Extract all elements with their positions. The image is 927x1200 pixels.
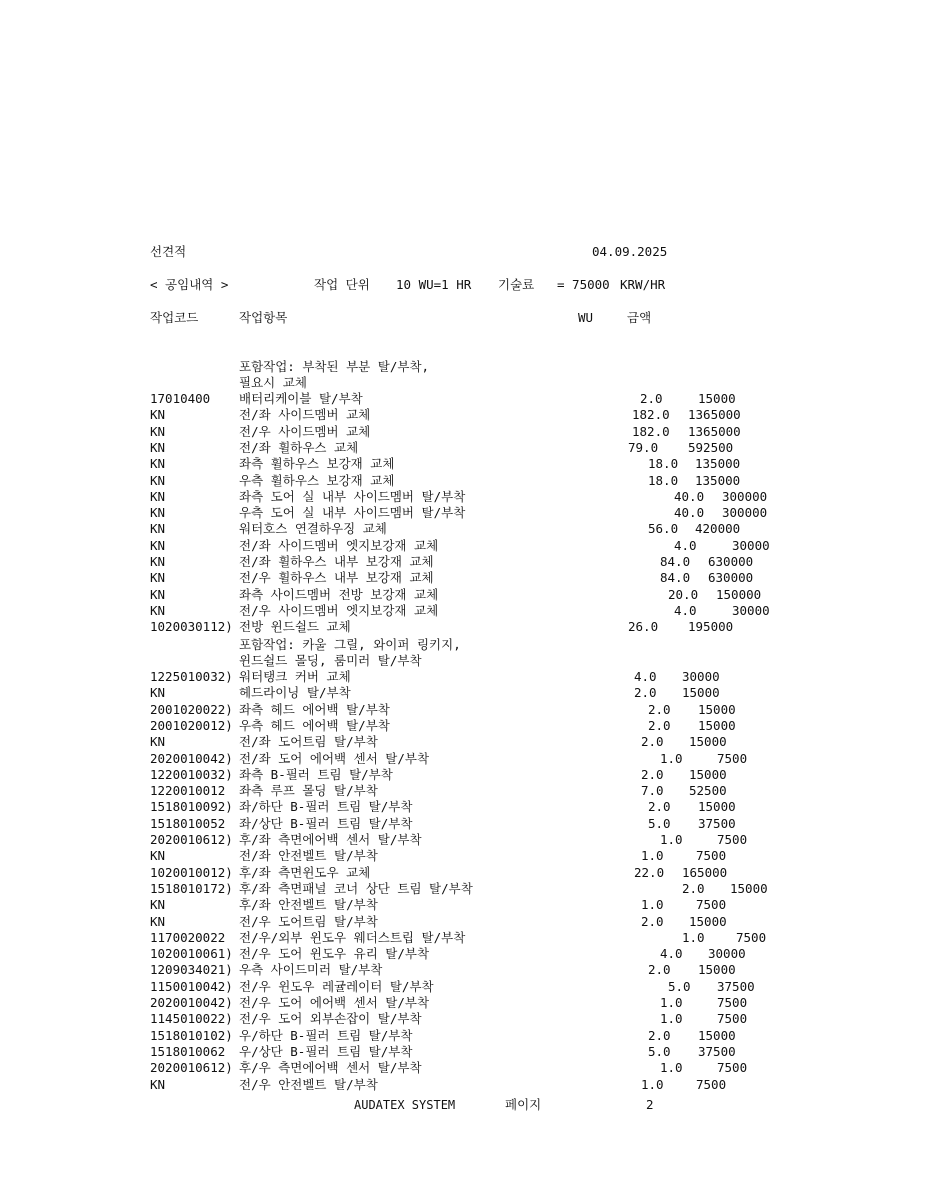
row-amount-value: 52500 [689, 783, 727, 799]
row-work-item: 좌측 사이드멤버 전방 보강재 교체 [239, 586, 439, 602]
row-work-item: 후/좌 측면패널 코너 상단 트림 탈/부착 [239, 880, 473, 896]
row-work-item: 배터리케이블 탈/부착 [239, 391, 363, 406]
row-amount-value: 15000 [698, 391, 736, 406]
row-work-item: 전/우 도어 에어백 센서 탈/부착 [239, 995, 430, 1010]
row-work-item: 좌측 루프 몰딩 탈/부착 [239, 783, 378, 799]
row-work-item: 전/우 안전벨트 탈/부착 [239, 1076, 378, 1092]
column-header-amount: 금액 [627, 310, 652, 325]
row-wu-value: 1.0 [660, 995, 683, 1010]
row-work-code: KN [150, 554, 166, 569]
row-amount-value: 15000 [689, 913, 727, 929]
row-work-code: 1150010042) [150, 978, 233, 994]
footer-page-number: 2 [646, 1097, 654, 1112]
row-amount-value: 630000 [708, 570, 754, 586]
row-work-item: 전/우 윈도우 레귤레이터 탈/부착 [239, 978, 434, 994]
row-work-item: 전/좌 사이드멤버 교체 [239, 407, 371, 423]
row-amount-value: 630000 [708, 554, 754, 569]
row-work-code: 1170020022 [150, 929, 226, 945]
row-work-code: KN [150, 685, 166, 701]
row-work-item: 전/우/외부 윈도우 웨더스트립 탈/부착 [239, 929, 466, 945]
row-amount-value: 165000 [682, 864, 728, 880]
row-work-item: 전/좌 도어트림 탈/부착 [239, 734, 378, 750]
row-wu-value: 2.0 [648, 1027, 671, 1043]
row-wu-value: 1.0 [660, 832, 683, 847]
row-wu-value: 26.0 [628, 619, 659, 635]
row-amount-value: 30000 [732, 602, 770, 618]
row-work-item: 전/좌 휠하우스 교체 [239, 439, 359, 455]
row-work-item: 후/좌 안전벨트 탈/부착 [239, 897, 378, 913]
row-amount-value: 7500 [717, 1011, 748, 1027]
row-work-code: 2020010042) [150, 750, 233, 766]
document-date: 04.09.2025 [592, 244, 668, 259]
row-work-code: 1518010172) [150, 880, 233, 896]
row-wu-value: 56.0 [648, 521, 679, 537]
row-work-item: 전/좌 도어 에어백 센서 탈/부착 [239, 750, 430, 766]
row-work-item: 후/좌 측면윈도우 교체 [239, 864, 371, 880]
row-work-item: 우측 헤드 에어백 탈/부착 [239, 717, 390, 733]
row-work-item: 우측 휠하우스 보강재 교체 [239, 472, 395, 488]
row-work-item: 전방 윈드쉴드 교체 [239, 619, 351, 635]
row-work-code: 1518010092) [150, 799, 233, 815]
row-work-code: 2020010612) [150, 1060, 233, 1076]
row-wu-value: 84.0 [660, 570, 691, 586]
row-amount-value: 15000 [698, 1027, 736, 1043]
row-work-item: 전/우 사이드멤버 교체 [239, 423, 371, 439]
row-work-code: KN [150, 734, 166, 750]
row-amount-value: 15000 [682, 685, 720, 701]
row-work-code: 1220010012 [150, 783, 226, 799]
row-amount-value: 150000 [716, 586, 762, 602]
row-wu-value: 1.0 [660, 1060, 683, 1076]
row-amount-value: 420000 [695, 521, 741, 537]
row-wu-value: 7.0 [641, 783, 664, 799]
row-wu-value: 18.0 [648, 472, 679, 488]
row-amount-value: 15000 [698, 717, 736, 733]
document-title: 선견적 [150, 244, 187, 259]
row-work-item: 전/우 도어 윈도우 유리 탈/부착 [239, 946, 430, 962]
row-amount-value: 1365000 [688, 423, 741, 439]
row-wu-value: 2.0 [641, 913, 664, 929]
row-wu-value: 5.0 [668, 978, 691, 994]
row-work-item: 좌/하단 B-필러 트림 탈/부착 [239, 799, 413, 815]
row-work-item: 전/우 도어트림 탈/부착 [239, 913, 378, 929]
row-wu-value: 1.0 [641, 897, 664, 913]
row-work-code: 1518010102) [150, 1027, 233, 1043]
row-work-code: KN [150, 488, 166, 504]
row-amount-value: 15000 [689, 734, 727, 750]
row-work-item: 좌측 헤드 에어백 탈/부착 [239, 701, 390, 717]
included-work-note: 윈드쉴드 몰딩, 룸미러 탈/부착 [239, 653, 422, 668]
row-amount-value: 300000 [722, 505, 768, 521]
row-work-code: KN [150, 570, 166, 586]
row-work-code: KN [150, 505, 166, 521]
row-amount-value: 15000 [689, 766, 727, 782]
included-work-note: 필요시 교체 [239, 375, 307, 390]
row-wu-value: 1.0 [641, 1076, 664, 1092]
row-work-code: 1518010052 [150, 815, 226, 831]
row-work-item: 헤드라이닝 탈/부착 [239, 685, 351, 701]
row-work-code: 1020030112) [150, 619, 233, 635]
row-amount-value: 300000 [722, 488, 768, 504]
footer-page-label: 페이지 [505, 1097, 542, 1112]
row-work-code: KN [150, 423, 166, 439]
row-work-item: 워터탱크 커버 교체 [239, 669, 351, 684]
row-wu-value: 2.0 [648, 962, 671, 978]
row-wu-value: 2.0 [648, 701, 671, 717]
row-amount-value: 15000 [730, 880, 768, 896]
row-amount-value: 195000 [688, 619, 734, 635]
row-work-item: 전/좌 휠하우스 내부 보강재 교체 [239, 554, 434, 569]
row-wu-value: 40.0 [674, 505, 705, 521]
row-work-item: 우/하단 B-필러 트림 탈/부착 [239, 1027, 413, 1043]
row-work-item: 전/좌 사이드멤버 엣지보강재 교체 [239, 537, 439, 553]
row-wu-value: 22.0 [634, 864, 665, 880]
row-work-code: 1020010012) [150, 864, 233, 880]
column-header-code: 작업코드 [150, 310, 199, 325]
row-work-item: 전/우 도어 외부손잡이 탈/부착 [239, 1011, 422, 1027]
row-amount-value: 30000 [708, 946, 746, 962]
row-amount-value: 7500 [717, 995, 748, 1010]
row-wu-value: 2.0 [640, 391, 663, 406]
row-wu-value: 2.0 [682, 880, 705, 896]
work-unit-value: 10 WU=1 HR [396, 277, 472, 292]
row-wu-value: 84.0 [660, 554, 691, 569]
included-work-note: 포함작업: 부착된 부분 탈/부착, [239, 359, 430, 374]
row-amount-value: 37500 [698, 815, 736, 831]
row-amount-value: 7500 [696, 897, 727, 913]
row-work-code: 1225010032) [150, 669, 233, 684]
row-amount-value: 15000 [698, 799, 736, 815]
row-wu-value: 79.0 [628, 439, 659, 455]
column-header-wu: WU [578, 310, 594, 325]
labor-rate-value: = 75000 [557, 277, 610, 292]
row-work-code: KN [150, 472, 166, 488]
row-work-code: 1209034021) [150, 962, 233, 978]
row-amount-value: 15000 [698, 701, 736, 717]
row-work-code: 2020010042) [150, 995, 233, 1010]
row-wu-value: 2.0 [648, 717, 671, 733]
row-amount-value: 135000 [695, 456, 741, 472]
row-wu-value: 2.0 [641, 766, 664, 782]
row-work-code: KN [150, 521, 166, 537]
row-work-code: KN [150, 537, 166, 553]
included-work-note: 포함작업: 카울 그릴, 와이퍼 링키지, [239, 637, 461, 652]
row-work-code: 1020010061) [150, 946, 233, 962]
row-work-code: 1220010032) [150, 766, 233, 782]
row-work-item: 좌/상단 B-필러 트림 탈/부착 [239, 815, 413, 831]
row-amount-value: 7500 [717, 1060, 748, 1076]
row-work-item: 워터호스 연결하우징 교체 [239, 521, 387, 537]
row-amount-value: 7500 [736, 929, 767, 945]
row-work-code: 2001020022) [150, 701, 233, 717]
row-work-code: KN [150, 602, 166, 618]
row-work-code: 2001020012) [150, 717, 233, 733]
row-wu-value: 4.0 [674, 602, 697, 618]
row-work-item: 우측 도어 실 내부 사이드멤버 탈/부착 [239, 505, 466, 521]
row-wu-value: 2.0 [634, 685, 657, 701]
row-work-code: 17010400 [150, 391, 211, 406]
row-wu-value: 1.0 [682, 929, 705, 945]
row-work-code: KN [150, 586, 166, 602]
row-wu-value: 2.0 [648, 799, 671, 815]
row-wu-value: 1.0 [641, 848, 664, 864]
row-wu-value: 2.0 [641, 734, 664, 750]
row-wu-value: 18.0 [648, 456, 679, 472]
row-wu-value: 1.0 [660, 1011, 683, 1027]
row-work-code: KN [150, 407, 166, 423]
row-amount-value: 30000 [732, 537, 770, 553]
row-amount-value: 15000 [698, 962, 736, 978]
row-work-item: 우/상단 B-필러 트림 탈/부착 [239, 1043, 413, 1059]
row-work-item: 후/우 측면에어백 센서 탈/부착 [239, 1060, 422, 1076]
row-amount-value: 7500 [717, 832, 748, 847]
row-work-item: 후/좌 측면에어백 센서 탈/부착 [239, 832, 422, 847]
row-wu-value: 182.0 [632, 407, 670, 423]
row-work-item: 좌측 B-필러 트림 탈/부착 [239, 766, 393, 782]
row-amount-value: 7500 [696, 848, 727, 864]
row-work-code: KN [150, 439, 166, 455]
row-work-code: KN [150, 897, 166, 913]
row-work-code: KN [150, 848, 166, 864]
row-work-code: KN [150, 1076, 166, 1092]
row-wu-value: 4.0 [660, 946, 683, 962]
labor-rate-label: 기술료 [498, 277, 535, 292]
row-wu-value: 5.0 [648, 815, 671, 831]
row-wu-value: 5.0 [648, 1043, 671, 1059]
row-wu-value: 40.0 [674, 488, 705, 504]
row-wu-value: 1.0 [660, 750, 683, 766]
row-work-item: 전/우 휠하우스 내부 보강재 교체 [239, 570, 434, 586]
section-label: < 공임내역 > [150, 277, 229, 292]
row-wu-value: 20.0 [668, 586, 699, 602]
row-work-item: 우측 사이드미러 탈/부착 [239, 962, 383, 978]
row-amount-value: 7500 [696, 1076, 727, 1092]
row-work-code: 1145010022) [150, 1011, 233, 1027]
row-amount-value: 30000 [682, 669, 720, 684]
column-header-item: 작업항목 [239, 310, 288, 325]
row-work-code: KN [150, 913, 166, 929]
row-work-code: 2020010612) [150, 832, 233, 847]
row-work-item: 좌측 휠하우스 보강재 교체 [239, 456, 395, 472]
row-amount-value: 7500 [717, 750, 748, 766]
row-work-item: 좌측 도어 실 내부 사이드멤버 탈/부착 [239, 488, 466, 504]
row-wu-value: 4.0 [674, 537, 697, 553]
row-work-item: 전/좌 안전벨트 탈/부착 [239, 848, 378, 864]
work-unit-label: 작업 단위 [314, 277, 370, 292]
row-work-code: KN [150, 456, 166, 472]
row-amount-value: 37500 [717, 978, 755, 994]
row-amount-value: 1365000 [688, 407, 741, 423]
labor-rate-unit: KRW/HR [620, 277, 666, 292]
row-work-code: 1518010062 [150, 1043, 226, 1059]
row-amount-value: 37500 [698, 1043, 736, 1059]
footer-system-name: AUDATEX SYSTEM [354, 1098, 456, 1112]
row-work-item: 전/우 사이드멤버 엣지보강재 교체 [239, 602, 439, 618]
row-amount-value: 135000 [695, 472, 741, 488]
row-wu-value: 4.0 [634, 669, 657, 684]
row-wu-value: 182.0 [632, 423, 670, 439]
row-amount-value: 592500 [688, 439, 734, 455]
